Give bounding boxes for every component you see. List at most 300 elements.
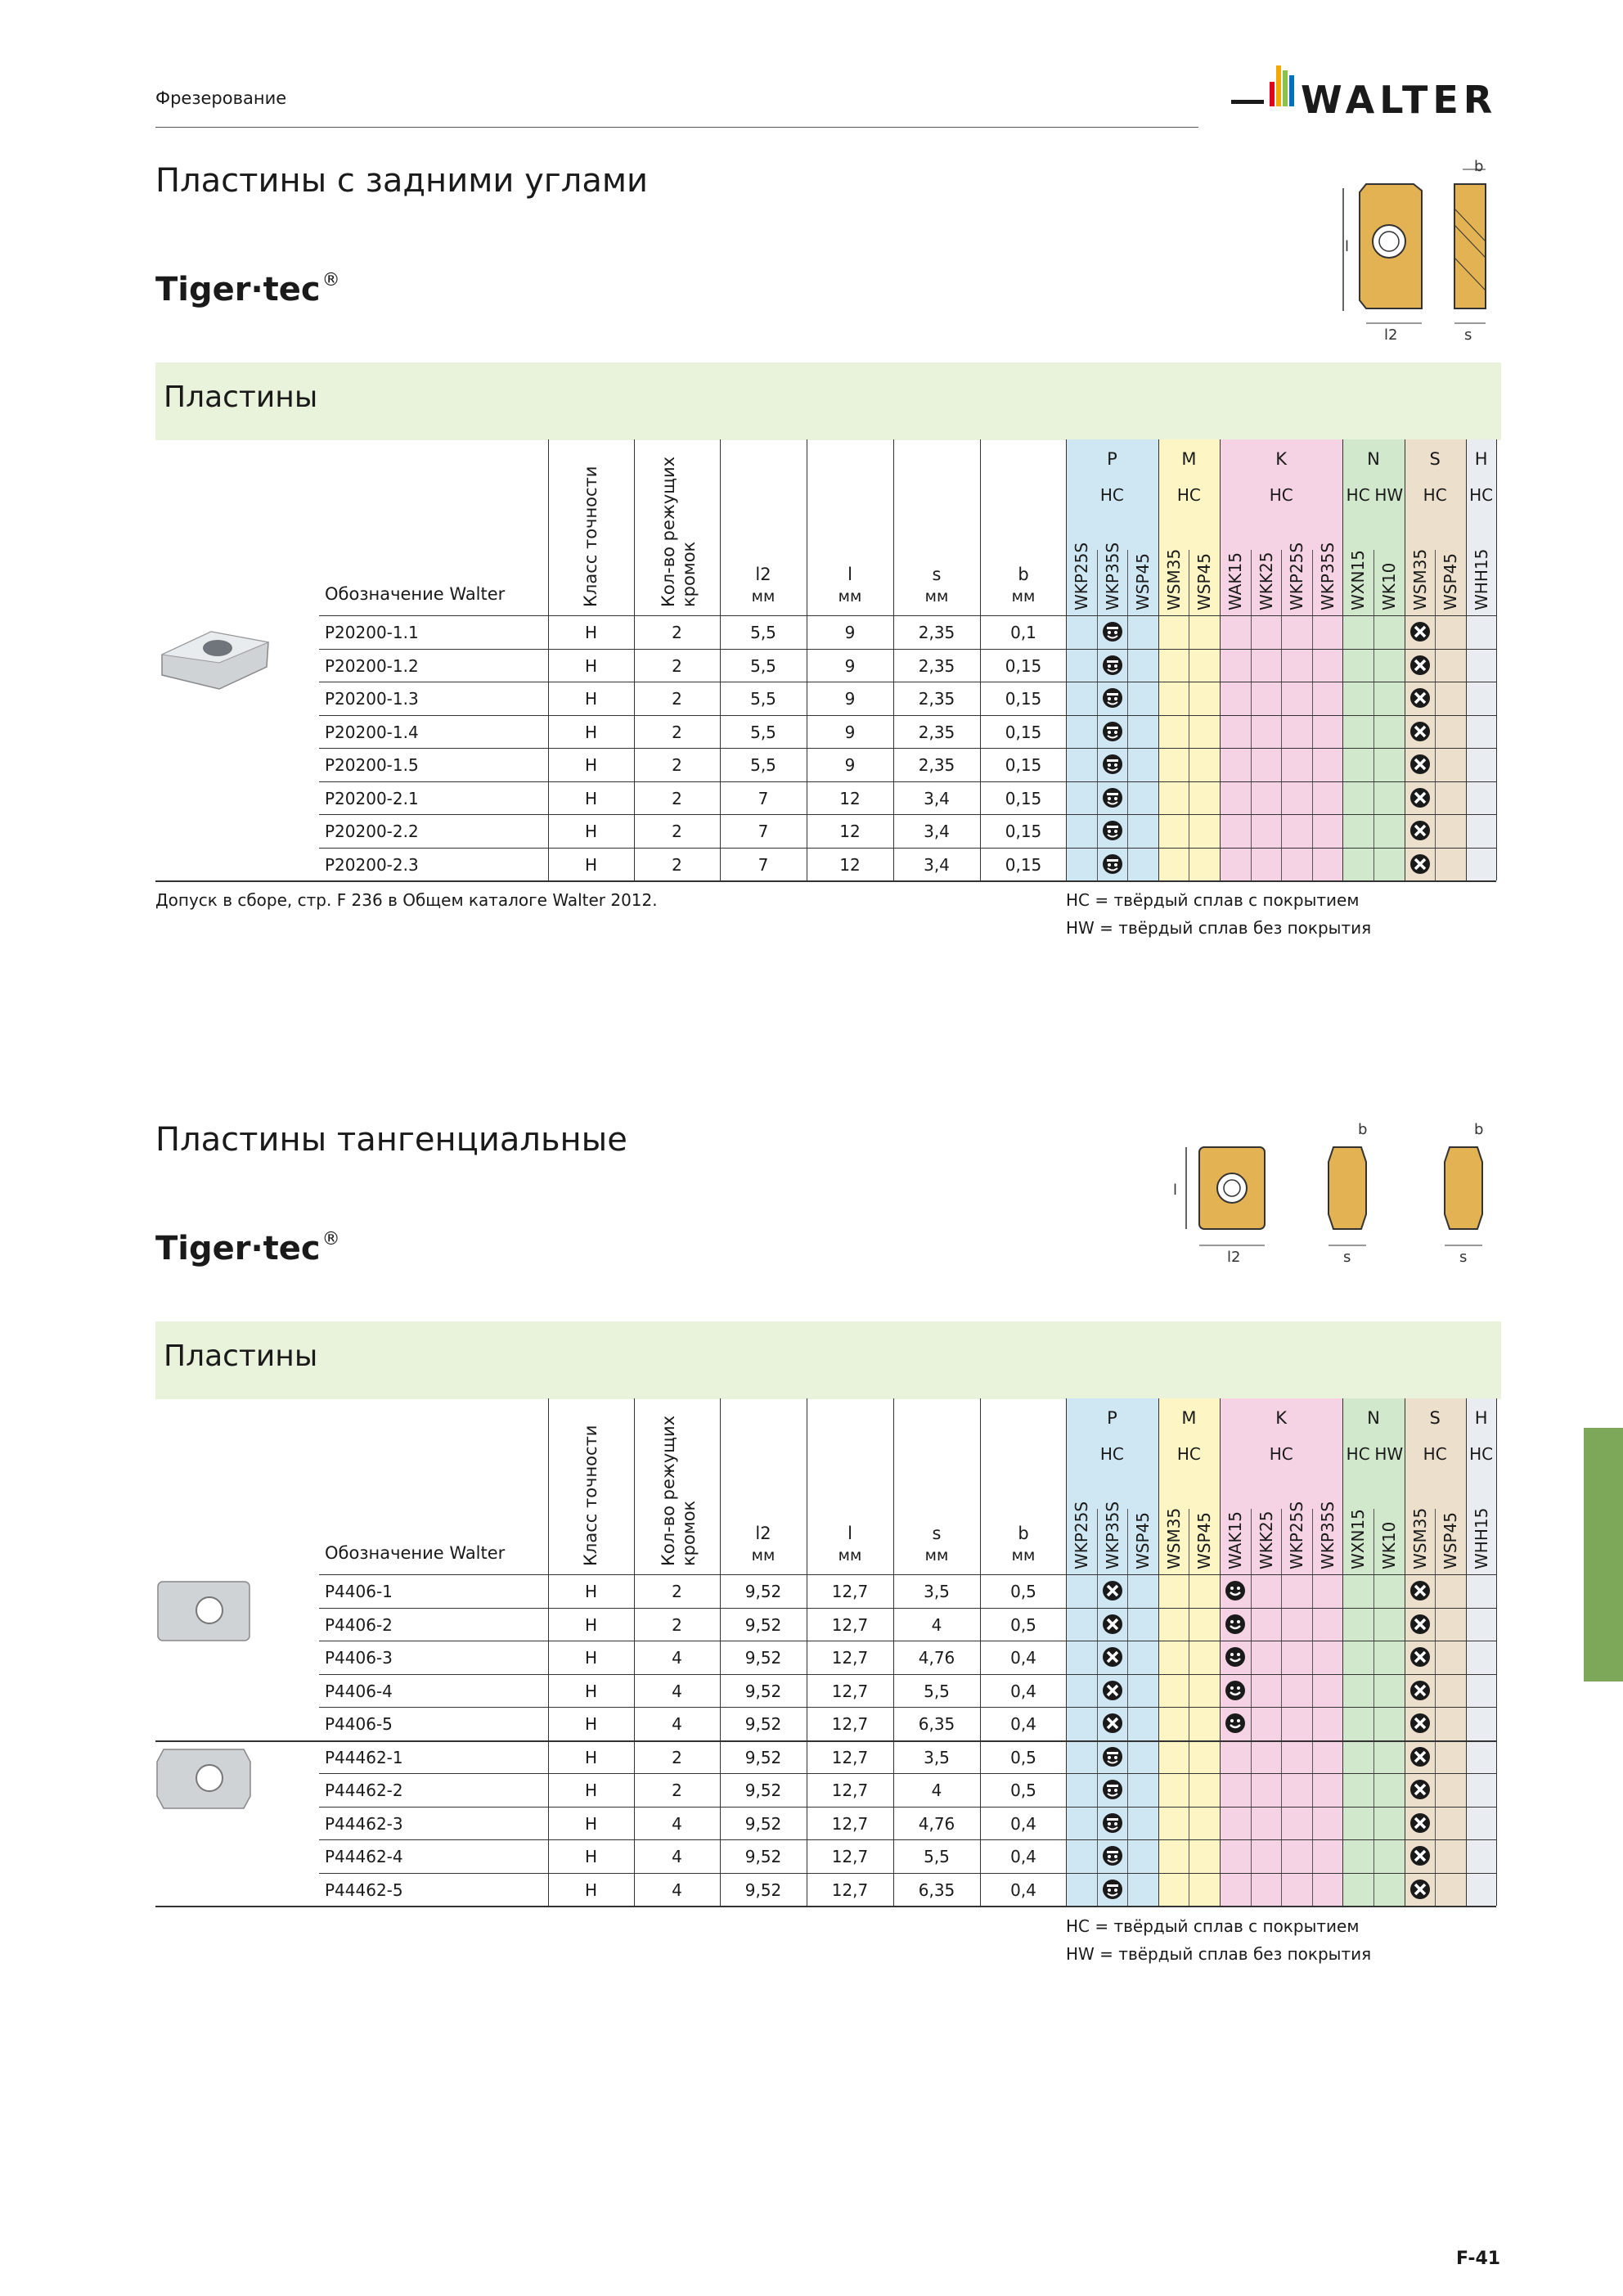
row-edges: 2 <box>672 1781 682 1800</box>
group-divider <box>1466 1398 1467 1906</box>
material-group-type: HC <box>1099 485 1124 505</box>
row-edges: 4 <box>672 1681 682 1701</box>
col-header-b: b <box>1018 1524 1029 1543</box>
row-l: 12,7 <box>831 1880 869 1900</box>
row-tolerance: H <box>584 1813 598 1834</box>
row-tolerance: H <box>584 1582 598 1601</box>
row-b: 0,4 <box>1010 1847 1036 1866</box>
grade-mark <box>1100 1745 1125 1769</box>
cross-grade-icon <box>1408 686 1432 710</box>
col-header-designation: Обозначение Walter <box>325 1543 506 1563</box>
good-grade-icon <box>1100 1844 1125 1868</box>
grade-mark <box>1100 686 1125 710</box>
grade-mark <box>1408 1711 1432 1736</box>
cross-grade-icon <box>1408 1578 1432 1603</box>
grade-name: WKP25S <box>1072 542 1091 610</box>
row-code: P20200-1.2 <box>325 655 419 676</box>
row-rule <box>319 1773 1496 1774</box>
row-l2: 9,52 <box>744 1847 782 1866</box>
grade-mark <box>1408 852 1432 876</box>
cross-grade-icon <box>1408 1844 1432 1868</box>
grade-name: WSM35 <box>1163 1507 1184 1569</box>
row-rule <box>155 880 1496 882</box>
grade-mark <box>1408 653 1432 678</box>
cross-grade-icon <box>1408 786 1432 810</box>
good-grade-icon <box>1100 1811 1125 1835</box>
row-l2: 5,5 <box>750 755 776 775</box>
grade-mark <box>1408 786 1432 810</box>
row-code: P4406-5 <box>325 1714 393 1734</box>
row-edges: 2 <box>672 623 682 642</box>
row-edges: 2 <box>672 1747 682 1767</box>
grade-name: WSP45 <box>1194 553 1215 610</box>
row-l: 12 <box>839 788 861 808</box>
cross-grade-icon <box>1408 1745 1432 1769</box>
row-edges: 2 <box>672 822 682 841</box>
material-group-type2: HW <box>1374 485 1404 505</box>
row-tolerance: H <box>584 655 598 676</box>
row-l2: 5,5 <box>750 655 776 676</box>
grade-mark <box>1100 719 1125 744</box>
row-b: 0,15 <box>1005 755 1042 775</box>
grade-mark <box>1100 619 1125 644</box>
row-s: 2,35 <box>918 755 955 775</box>
row-b: 0,4 <box>1010 1714 1036 1734</box>
cross-grade-icon <box>1408 1678 1432 1703</box>
row-s: 3,4 <box>924 788 950 808</box>
grade-name: WKP35S <box>1317 542 1338 610</box>
row-code: P4406-2 <box>325 1614 393 1635</box>
section1-insert-drawing <box>1333 160 1505 344</box>
grade-mark <box>1408 1745 1432 1769</box>
grade-mark <box>1408 1578 1432 1603</box>
drawing-label-s: s <box>1464 326 1472 344</box>
row-tolerance: H <box>584 1681 598 1701</box>
row-tolerance: H <box>584 1747 598 1767</box>
section1-title: Пластины с задними углами <box>155 162 649 200</box>
row-l: 12 <box>839 822 861 841</box>
material-group-bg <box>1466 1398 1497 1906</box>
row-code: P20200-1.3 <box>325 689 419 709</box>
row-tolerance: H <box>584 788 598 808</box>
grade-name: WSM35 <box>1409 1507 1430 1569</box>
legend2-hc: HC = твёрдый сплав с покрытием <box>1066 1916 1360 1936</box>
row-tolerance: H <box>584 1880 598 1900</box>
grade-mark <box>1100 1811 1125 1835</box>
good-grade-icon <box>1100 619 1125 644</box>
row-s: 2,35 <box>918 689 955 709</box>
material-group-type: HC <box>1469 1444 1494 1464</box>
material-group-letter: H <box>1474 449 1488 469</box>
material-group-type: HC <box>1423 485 1447 505</box>
row-l2: 9,52 <box>744 1648 782 1668</box>
row-code: P20200-1.5 <box>325 755 419 775</box>
row-b: 0,4 <box>1010 1813 1036 1834</box>
material-group-letter: N <box>1367 1408 1380 1428</box>
row-b: 0,15 <box>1005 854 1042 875</box>
grade-name: WSP45 <box>1441 1512 1461 1569</box>
row-b: 0,15 <box>1005 722 1042 742</box>
row-edges: 4 <box>672 1714 682 1734</box>
grade-mark <box>1408 752 1432 777</box>
grade-name: WKP25S <box>1287 542 1307 610</box>
row-tolerance: H <box>584 689 598 709</box>
row-rule <box>319 1674 1496 1675</box>
row-edges: 2 <box>672 689 682 709</box>
row-code: P4406-1 <box>325 1582 393 1601</box>
good-grade-icon <box>1100 1877 1125 1902</box>
row-edges: 2 <box>672 788 682 808</box>
group-divider <box>1342 1398 1343 1906</box>
row-b: 0,15 <box>1005 655 1042 676</box>
row-rule <box>319 1873 1496 1874</box>
col-header-s: s <box>932 565 942 584</box>
col-header-l: l <box>847 1524 852 1543</box>
row-l2: 5,5 <box>750 689 776 709</box>
col-header-edges: Кол-во режущих кромок <box>659 1415 699 1566</box>
drawing2-label-l2: l2 <box>1227 1249 1241 1266</box>
material-group-type: HC <box>1346 485 1370 505</box>
drawing2-label-s2: s <box>1459 1249 1468 1266</box>
row-b: 0,5 <box>1010 1781 1036 1800</box>
row-code: P4406-3 <box>325 1648 393 1668</box>
col-header-unit: мм <box>1011 588 1036 606</box>
cross-grade-icon <box>1408 1811 1432 1835</box>
drawing-label-l: l <box>1345 238 1350 255</box>
cross-grade-icon <box>1100 1578 1125 1603</box>
grade-name: WSP45 <box>1194 1512 1215 1569</box>
material-group-letter: K <box>1275 449 1288 469</box>
grade-name: WAK15 <box>1225 1511 1245 1569</box>
row-rule <box>155 1906 1496 1907</box>
grade-mark <box>1100 1612 1125 1636</box>
cross-grade-icon <box>1408 1612 1432 1636</box>
smile-icon <box>1223 1578 1248 1603</box>
section-label: Фрезерование <box>155 88 287 108</box>
row-s: 4 <box>931 1614 942 1635</box>
section2-band: Пластины <box>155 1321 1501 1399</box>
grade-mark <box>1100 1645 1125 1669</box>
row-s: 4,76 <box>918 1648 955 1668</box>
drawing2-label-s1: s <box>1343 1249 1351 1266</box>
smile-icon <box>1223 1645 1248 1669</box>
row-tolerance: H <box>584 1714 598 1734</box>
section2-brand: Tiger·tec® <box>155 1229 340 1267</box>
material-group-type: HC <box>1099 1444 1124 1464</box>
material-group-letter: N <box>1367 449 1380 469</box>
row-l2: 5,5 <box>750 623 776 642</box>
row-l2: 9,52 <box>744 1781 782 1800</box>
smile-icon <box>1223 1711 1248 1736</box>
grade-name: WKP35S <box>1102 542 1122 610</box>
row-b: 0,5 <box>1010 1614 1036 1635</box>
good-grade-icon <box>1100 719 1125 744</box>
cross-grade-icon <box>1408 1877 1432 1902</box>
cross-grade-icon <box>1100 1678 1125 1703</box>
grade-name: WKP35S <box>1102 1501 1122 1569</box>
grade-mark <box>1100 1711 1125 1736</box>
row-tolerance: H <box>584 1781 598 1800</box>
grade-mark <box>1408 1811 1432 1835</box>
row-s: 4 <box>931 1781 942 1800</box>
insert-photo-p4406 <box>154 1578 256 1651</box>
row-l2: 9,52 <box>744 1747 782 1767</box>
row-rule <box>319 1707 1496 1708</box>
insert-photo-p44462 <box>154 1745 256 1819</box>
material-group-type: HC <box>1346 1444 1370 1464</box>
material-group-letter: H <box>1474 1408 1488 1428</box>
row-l: 12,7 <box>831 1813 869 1834</box>
grade-mark <box>1408 1844 1432 1868</box>
cross-grade-icon <box>1408 619 1432 644</box>
row-l2: 5,5 <box>750 722 776 742</box>
grade-name: WHH15 <box>1471 548 1491 610</box>
col-header-unit: мм <box>751 1546 776 1564</box>
col-header-edges: Кол-во режущих кромок <box>659 456 699 607</box>
row-s: 3,5 <box>924 1582 950 1601</box>
grade-name: WSP45 <box>1133 553 1153 610</box>
row-l2: 7 <box>758 854 769 875</box>
grade-name: WSM35 <box>1163 548 1184 610</box>
row-b: 0,4 <box>1010 1681 1036 1701</box>
material-group-letter: S <box>1429 1408 1441 1428</box>
col-header-unit: мм <box>924 1546 949 1564</box>
row-l2: 7 <box>758 788 769 808</box>
row-edges: 4 <box>672 1847 682 1866</box>
grade-mark <box>1408 719 1432 744</box>
cross-grade-icon <box>1408 1645 1432 1669</box>
row-code: P20200-1.4 <box>325 722 419 742</box>
grade-mark <box>1223 1612 1248 1636</box>
drawing2-label-b1: b <box>1358 1121 1368 1138</box>
row-l: 9 <box>844 655 856 676</box>
material-group-letter: M <box>1181 449 1197 469</box>
row-l: 12,7 <box>831 1781 869 1800</box>
row-code: P44462-3 <box>325 1813 403 1834</box>
row-edges: 2 <box>672 854 682 875</box>
row-l2: 9,52 <box>744 1714 782 1734</box>
grade-name: WXN15 <box>1348 1509 1369 1569</box>
legend2-hw: HW = твёрдый сплав без покрытия <box>1066 1944 1372 1964</box>
row-code: P20200-2.1 <box>325 788 419 808</box>
grade-name: WKK25 <box>1256 551 1276 610</box>
material-group-type: HC <box>1469 485 1494 505</box>
grade-mark <box>1408 1678 1432 1703</box>
row-edges: 2 <box>672 755 682 775</box>
cross-grade-icon <box>1408 1777 1432 1802</box>
good-grade-icon <box>1100 852 1125 876</box>
row-b: 0,5 <box>1010 1582 1036 1601</box>
row-l: 9 <box>844 755 856 775</box>
row-code: P4406-4 <box>325 1681 393 1701</box>
grade-name: WSP45 <box>1133 1512 1153 1569</box>
grade-name: WK10 <box>1379 562 1399 610</box>
material-group-type2: HW <box>1374 1444 1404 1464</box>
page-number: F-41 <box>1456 2249 1501 2269</box>
row-rule <box>319 715 1496 716</box>
good-grade-icon <box>1100 752 1125 777</box>
insert-photo-positive <box>154 622 276 691</box>
row-code: P20200-1.1 <box>325 623 419 642</box>
row-tolerance: H <box>584 623 598 642</box>
col-header-tolerance: Класс точности <box>581 466 600 607</box>
material-group-letter: P <box>1107 449 1117 469</box>
grade-name: WKK25 <box>1256 1510 1276 1569</box>
row-tolerance: H <box>584 722 598 742</box>
row-s: 2,35 <box>918 722 955 742</box>
row-b: 0,5 <box>1010 1747 1036 1767</box>
row-l: 12,7 <box>831 1648 869 1668</box>
row-s: 5,5 <box>924 1847 950 1866</box>
row-edges: 4 <box>672 1648 682 1668</box>
row-rule <box>319 748 1496 749</box>
row-code: P44462-2 <box>325 1781 403 1800</box>
group-divider <box>1220 1398 1221 1906</box>
row-tolerance: H <box>584 1847 598 1866</box>
col-header-designation: Обозначение Walter <box>325 584 506 604</box>
row-l2: 9,52 <box>744 1614 782 1635</box>
col-header-b: b <box>1018 565 1029 584</box>
row-code: P20200-2.2 <box>325 822 419 841</box>
material-group-letter: M <box>1181 1408 1197 1428</box>
material-group-letter: K <box>1275 1408 1288 1428</box>
drawing-label-b: b <box>1474 160 1484 175</box>
grade-mark <box>1100 1777 1125 1802</box>
material-group-type: HC <box>1176 1444 1201 1464</box>
grade-mark <box>1408 1877 1432 1902</box>
row-l2: 9,52 <box>744 1880 782 1900</box>
grade-mark <box>1100 786 1125 810</box>
row-s: 4,76 <box>918 1813 955 1834</box>
grade-name: WKP25S <box>1287 1501 1307 1569</box>
grade-mark <box>1223 1578 1248 1603</box>
grade-mark <box>1223 1678 1248 1703</box>
col-header-unit: мм <box>838 1546 862 1564</box>
row-s: 2,35 <box>918 655 955 676</box>
row-s: 3,4 <box>924 854 950 875</box>
row-tolerance: H <box>584 1614 598 1635</box>
section1-brand: Tiger·tec® <box>155 270 340 308</box>
material-group-type: HC <box>1269 485 1293 505</box>
material-group-letter: P <box>1107 1408 1117 1428</box>
drawing-label-l2: l2 <box>1384 326 1398 344</box>
header-rule <box>319 615 1496 616</box>
row-b: 0,4 <box>1010 1648 1036 1668</box>
row-edges: 2 <box>672 655 682 676</box>
material-group-type: HC <box>1176 485 1201 505</box>
col-header-unit: мм <box>838 588 862 606</box>
grade-name: WKP35S <box>1317 1501 1338 1569</box>
row-l: 12,7 <box>831 1582 869 1601</box>
row-tolerance: H <box>584 854 598 875</box>
grade-name: WXN15 <box>1348 550 1369 610</box>
grade-mark <box>1408 1777 1432 1802</box>
material-group-letter: S <box>1429 449 1441 469</box>
grade-name: WAK15 <box>1225 552 1245 610</box>
cross-grade-icon <box>1100 1645 1125 1669</box>
grade-mark <box>1223 1711 1248 1736</box>
row-l: 12,7 <box>831 1847 869 1866</box>
row-edges: 2 <box>672 1582 682 1601</box>
grade-mark <box>1100 752 1125 777</box>
row-b: 0,4 <box>1010 1880 1036 1900</box>
row-rule <box>319 1807 1496 1808</box>
col-header-unit: мм <box>751 588 776 606</box>
drawing2-label-l: l <box>1173 1182 1178 1199</box>
row-edges: 2 <box>672 1614 682 1635</box>
cross-grade-icon <box>1408 852 1432 876</box>
row-rule <box>319 1608 1496 1609</box>
row-l: 12,7 <box>831 1714 869 1734</box>
good-grade-icon <box>1100 786 1125 810</box>
row-b: 0,15 <box>1005 822 1042 841</box>
col-header-s: s <box>932 1524 942 1543</box>
grade-name: WK10 <box>1379 1521 1399 1569</box>
cross-grade-icon <box>1100 1711 1125 1736</box>
row-s: 6,35 <box>918 1714 955 1734</box>
section2-insert-drawing <box>1170 1121 1505 1268</box>
legend-hw: HW = твёрдый сплав без покрытия <box>1066 918 1372 938</box>
row-l2: 9,52 <box>744 1681 782 1701</box>
col-header-unit: мм <box>1011 1546 1036 1564</box>
grade-mark <box>1408 818 1432 843</box>
grade-mark <box>1408 1612 1432 1636</box>
row-code: P44462-1 <box>325 1747 403 1767</box>
row-code: P20200-2.3 <box>325 854 419 875</box>
row-l: 12,7 <box>831 1614 869 1635</box>
row-b: 0,15 <box>1005 788 1042 808</box>
row-l2: 9,52 <box>744 1813 782 1834</box>
header-divider <box>155 127 1198 128</box>
row-code: P44462-4 <box>325 1847 403 1866</box>
cross-grade-icon <box>1408 719 1432 744</box>
row-s: 2,35 <box>918 623 955 642</box>
material-group-type: HC <box>1269 1444 1293 1464</box>
row-s: 5,5 <box>924 1681 950 1701</box>
chapter-tab <box>1584 1428 1623 1681</box>
row-rule <box>319 848 1496 849</box>
walter-logo-text: WALTER <box>1301 78 1498 122</box>
material-group-type: HC <box>1423 1444 1447 1464</box>
grade-name: WSM35 <box>1409 548 1430 610</box>
row-l2: 7 <box>758 822 769 841</box>
grade-mark <box>1100 653 1125 678</box>
group-divider <box>1496 1398 1497 1906</box>
section2-table <box>155 1398 1496 1906</box>
row-edges: 4 <box>672 1880 682 1900</box>
row-code: P44462-5 <box>325 1880 403 1900</box>
row-rule <box>319 814 1496 815</box>
good-grade-icon <box>1100 1777 1125 1802</box>
grade-mark <box>1100 1877 1125 1902</box>
row-s: 3,4 <box>924 822 950 841</box>
col-header-l2: l2 <box>755 1524 771 1543</box>
row-rule <box>319 781 1496 782</box>
group-divider <box>1496 439 1497 880</box>
col-header-l: l <box>847 565 852 584</box>
row-tolerance: H <box>584 755 598 775</box>
row-edges: 2 <box>672 722 682 742</box>
good-grade-icon <box>1100 818 1125 843</box>
row-tolerance: H <box>584 822 598 841</box>
row-s: 6,35 <box>918 1880 955 1900</box>
grade-name: WSP45 <box>1441 553 1461 610</box>
grade-name: WHH15 <box>1471 1507 1491 1569</box>
row-tolerance: H <box>584 1648 598 1668</box>
grade-mark <box>1100 852 1125 876</box>
grade-mark <box>1223 1645 1248 1669</box>
col-header-unit: мм <box>924 588 949 606</box>
